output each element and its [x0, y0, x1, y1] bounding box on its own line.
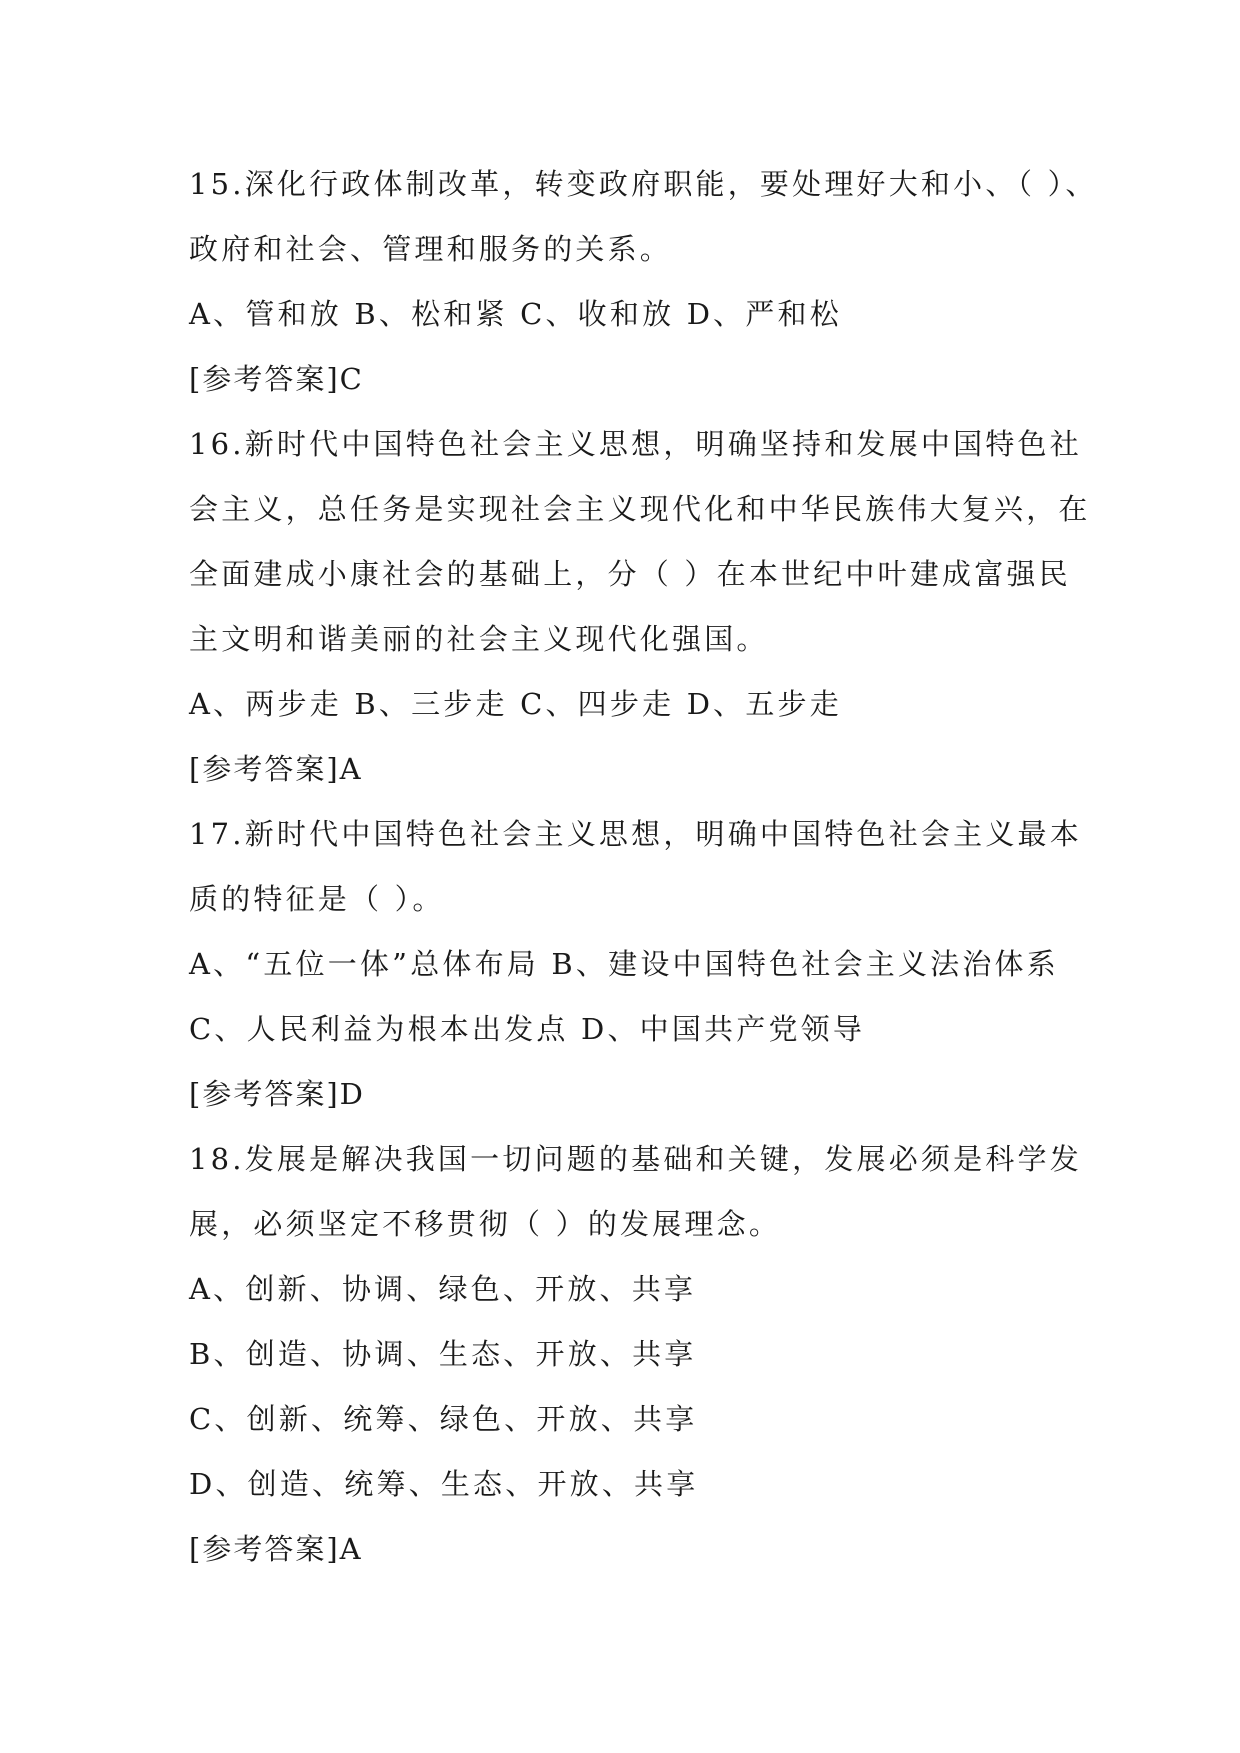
question-18-option-a: A、创新、协调、绿色、开放、共享 — [189, 1272, 697, 1306]
question-16-line-1: 16.新时代中国特色社会主义思想，明确坚持和发展中国特色社 — [189, 427, 1082, 461]
question-17-line-1: 17.新时代中国特色社会主义思想，明确中国特色社会主义最本 — [189, 817, 1082, 851]
question-17-options-line-2: C、人民利益为根本出发点 D、中国共产党领导 — [189, 1012, 866, 1046]
question-18-line-2: 展，必须坚定不移贯彻（ ）的发展理念。 — [189, 1207, 782, 1241]
question-17-options-line-1: A、“五位一体”总体布局 B、建设中国特色社会主义法治体系 — [189, 947, 1059, 981]
question-18-answer: [参考答案]A — [189, 1532, 363, 1566]
question-18-option-b: B、创造、协调、生态、开放、共享 — [189, 1337, 697, 1371]
question-18-option-c: C、创新、统筹、绿色、开放、共享 — [189, 1402, 698, 1436]
question-16-line-2: 会主义，总任务是实现社会主义现代化和中华民族伟大复兴，在 — [189, 492, 1091, 526]
question-17-answer: [参考答案]D — [189, 1077, 365, 1111]
question-16-line-4: 主文明和谐美丽的社会主义现代化强国。 — [189, 622, 769, 656]
question-17-line-2: 质的特征是（ ）。 — [189, 882, 445, 916]
question-15-line-2: 政府和社会、管理和服务的关系。 — [189, 232, 673, 266]
question-18-option-d: D、创造、统筹、生态、开放、共享 — [189, 1467, 699, 1501]
question-16-options: A、两步走 B、三步走 C、四步走 D、五步走 — [189, 687, 842, 721]
question-15-answer: [参考答案]C — [189, 362, 364, 396]
question-18-line-1: 18.发展是解决我国一切问题的基础和关键，发展必须是科学发 — [189, 1142, 1082, 1176]
question-15-line-1: 15.深化行政体制改革，转变政府职能，要处理好大和小、（ ）、 — [189, 167, 1098, 201]
question-16-answer: [参考答案]A — [189, 752, 363, 786]
question-16-line-3: 全面建成小康社会的基础上，分（ ）在本世纪中叶建成富强民 — [189, 557, 1071, 591]
question-15-options: A、管和放 B、松和紧 C、收和放 D、严和松 — [189, 297, 842, 331]
